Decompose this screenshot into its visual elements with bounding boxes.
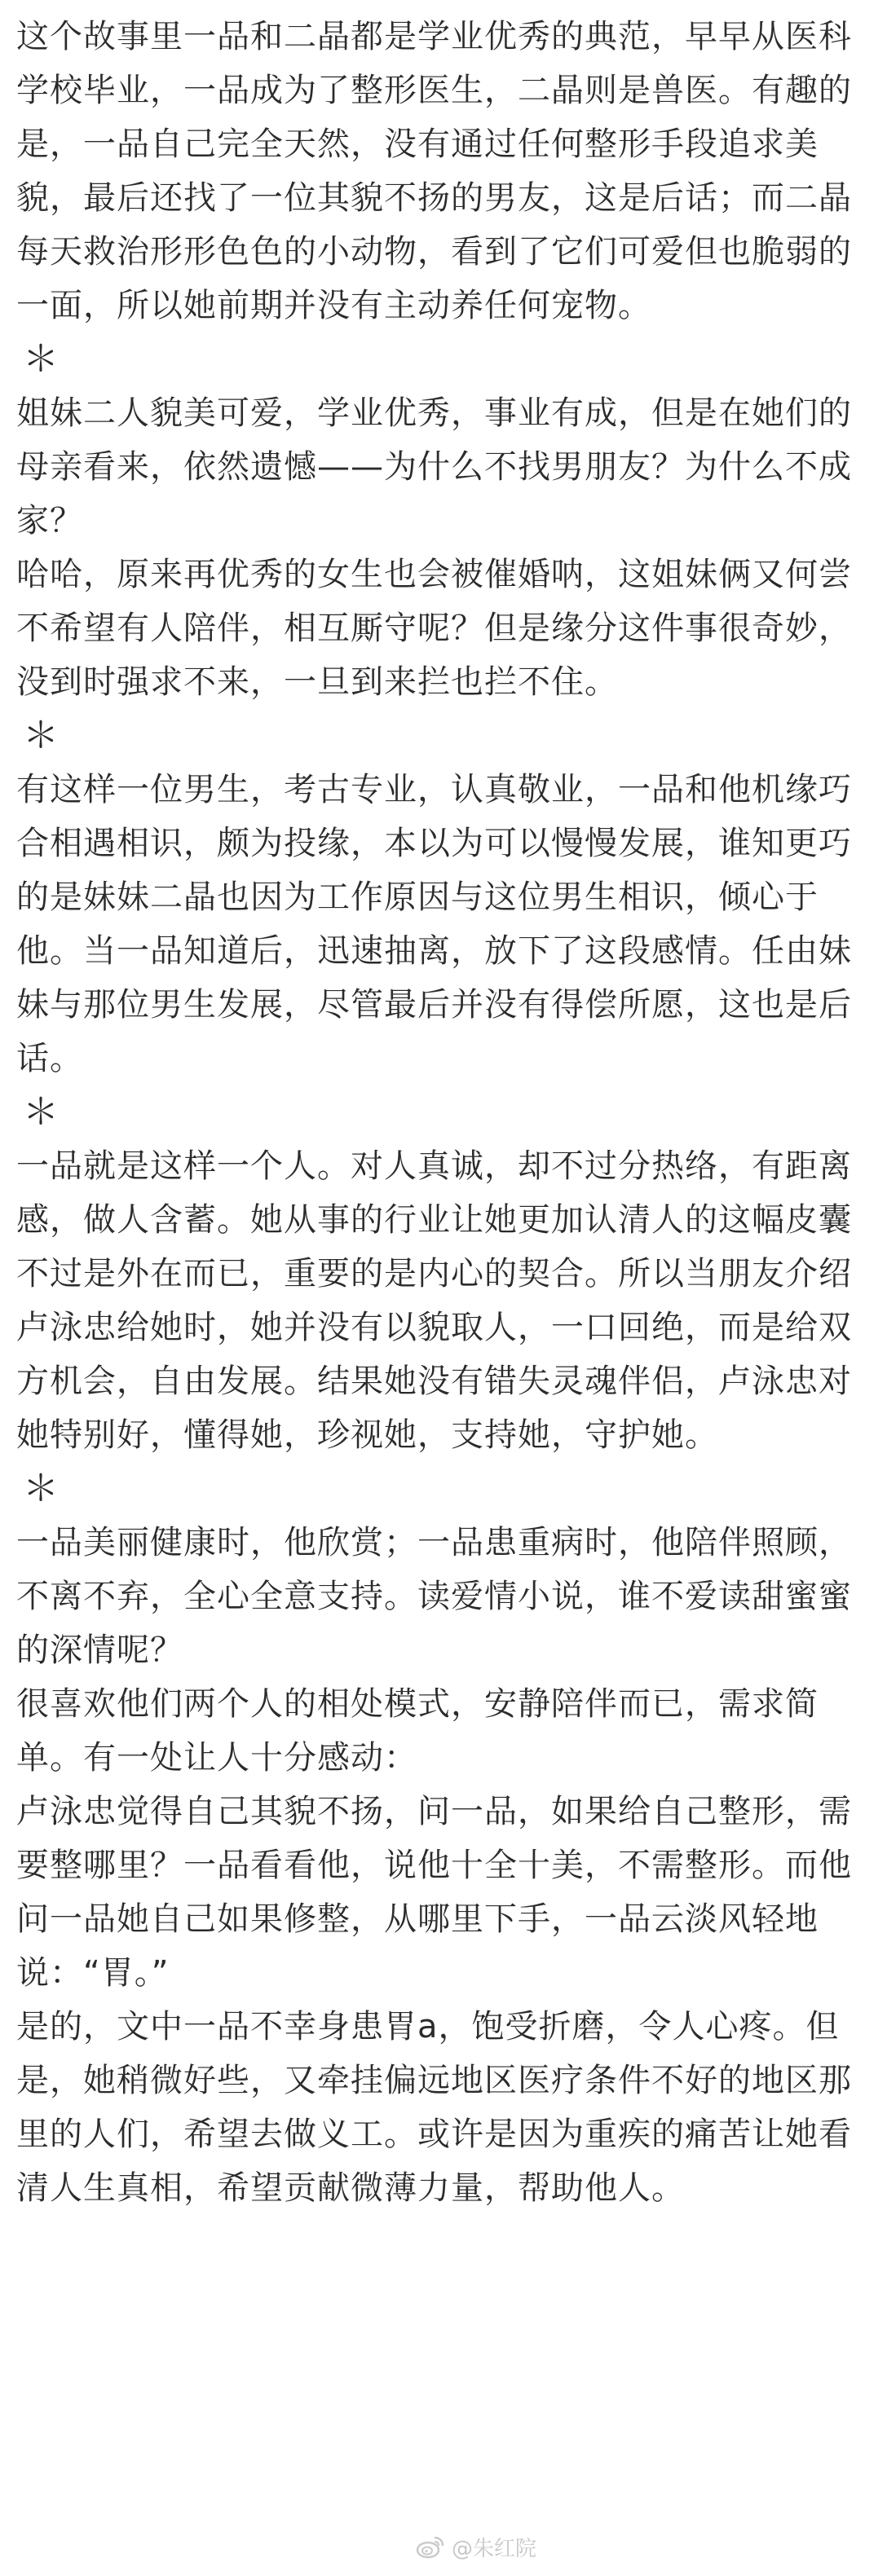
watermark <box>416 2526 536 2567</box>
paragraph-8: 卢泳忠觉得自己其貌不扬，问一品，如果给自己整形，需要整哪里？一品看看他，说他十全十美，不需整形。而他问一品她自己如果修整，从哪里下手，一品云淡风轻地说：“胃。” <box>16 1793 852 1992</box>
section-separator-2: ＊ <box>23 715 60 756</box>
paragraph-5: 一品就是这样一个人。对人真诚，却不过分热络，有距离感，做人含蓄。她从事的行业让她更加认清人的这幅皮囊不过是外在而已，重要的是内心的契合。所以当朋友介绍卢泳忠给她时，她并没有以貌取人，一口回绝，而是给双方机会，自由发展。结果她没有错失灵魂伴侣，卢泳忠对她特别好，懂得她，珍视她，支持她，守护她。 <box>16 1147 852 1454</box>
paragraph-1: 这个故事里一品和二晶都是学业优秀的典范，早早从医科学校毕业，一品成为了整形医生，二晶则是兽医。有趣的是，一品自己完全天然，没有通过任何整形手段追求美貌，最后还找了一位其貌不扬的男友，这是后话；而二晶每天救治形形色色的小动物，看到了它们可爱但也脆弱的一面，所以她前期并没有主动养任何宠物。 <box>16 18 852 324</box>
section-separator-3: ＊ <box>23 1091 60 1133</box>
paragraph-6: 一品美丽健康时，他欣赏；一品患重病时，他陪伴照顾，不离不弃，全心全意支持。读爱情小说，谁不爱读甜蜜蜜的深情呢？ <box>16 1524 852 1669</box>
section-separator-4: ＊ <box>23 1468 60 1509</box>
weibo-icon <box>416 2534 445 2559</box>
section-separator-1: ＊ <box>23 338 60 380</box>
paragraph-4: 有这样一位男生，考古专业，认真敬业，一品和他机缘巧合相遇相识，颇为投缘，本以为可以慢慢发展，谁知更巧的是妹妹二晶也因为工作原因与这位男生相识，倾心于他。当一品知道后，迅速抽离，放下了这段感情。任由妹妹与那位男生发展，尽管最后并没有得偿所愿，这也是后话。 <box>16 771 852 1077</box>
paragraph-7: 很喜欢他们两个人的相处模式，安静陪伴而已，需求简单。有一处让人十分感动： <box>16 1685 819 1777</box>
paragraph-2: 姐妹二人貌美可爱，学业优秀，事业有成，但是在她们的母亲看来，依然遗憾——为什么不找男朋友？为什么不成家？ <box>16 394 852 539</box>
watermark-text: @朱红院 <box>452 2536 537 2561</box>
article-body <box>16 10 871 2215</box>
paragraph-3: 哈哈，原来再优秀的女生也会被催婚呐，这姐妹俩又何尝不希望有人陪伴，相互厮守呢？但是缘分这件事很奇妙，没到时强求不来，一旦到来拦也拦不住。 <box>16 556 852 701</box>
paragraph-9: 是的，文中一品不幸身患胃a，饱受折磨，令人心疼。但是，她稍微好些，又牵挂偏远地区医疗条件不好的地区那里的人们，希望去做义工。或许是因为重疾的痛苦让她看清人生真相，希望贡献微薄力量，帮助他人。 <box>16 2008 852 2207</box>
